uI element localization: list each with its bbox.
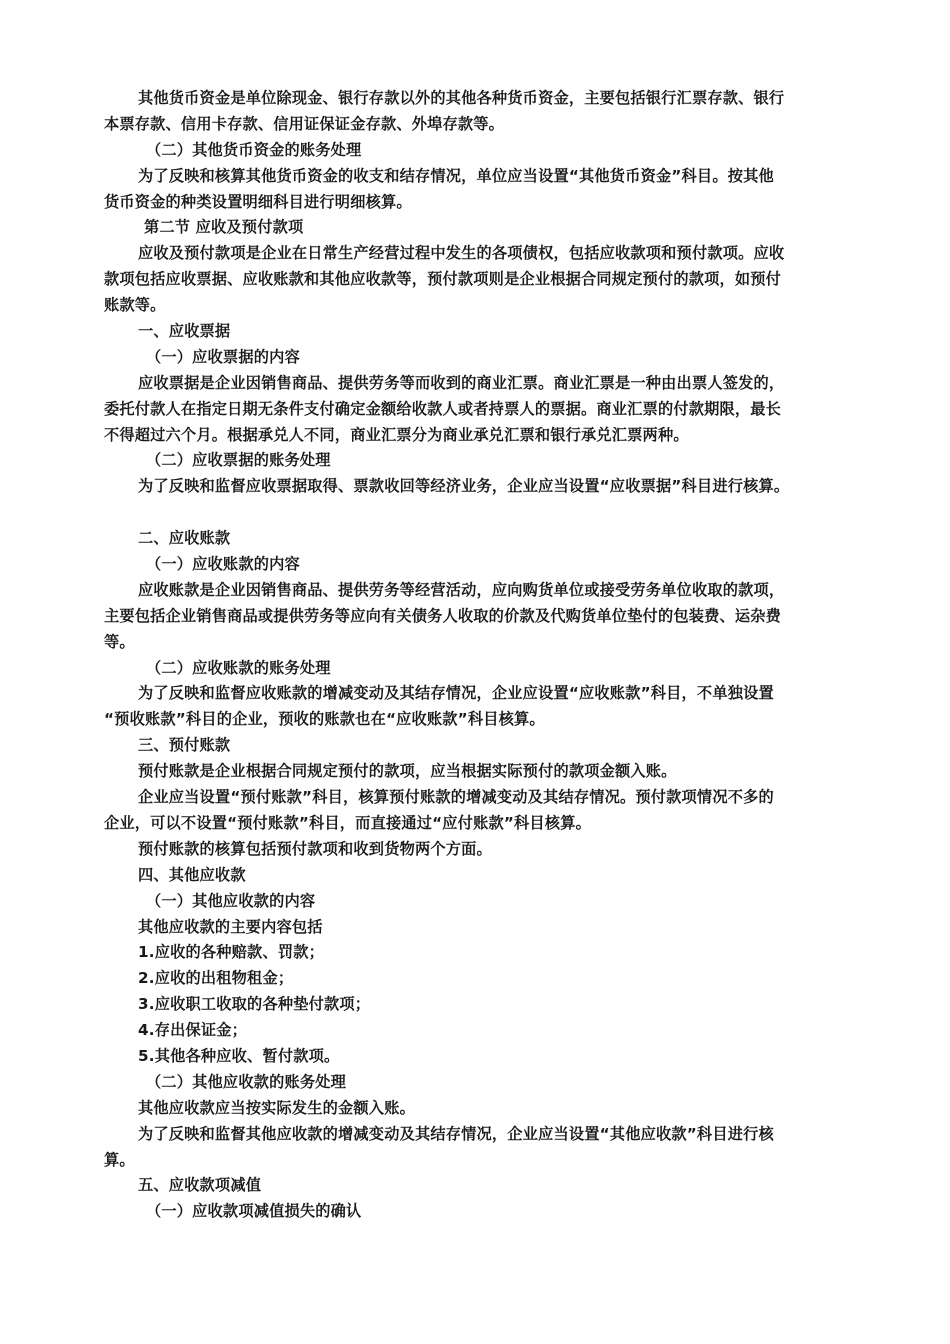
text-line: 第二节 应收及预付款项 bbox=[144, 218, 304, 237]
text-line: 3.应收职工收取的各种垫付款项； bbox=[138, 995, 371, 1014]
text-line: 账款等。 bbox=[104, 296, 166, 315]
text-line: 五、应收款项减值 bbox=[138, 1176, 262, 1195]
text-line: （一）应收票据的内容 bbox=[146, 347, 300, 366]
text-line: 为了反映和监督应收票据取得、票款收回等经济业务，企业应当设置“应收票据”科目进行核算。 bbox=[138, 477, 790, 496]
text-line: 为了反映和核算其他货币资金的收支和结存情况，单位应当设置“其他货币资金”科目。按其他 bbox=[138, 166, 774, 185]
text-line: “预收账款”科目的企业，预收的账款也在“应收账款”科目核算。 bbox=[104, 710, 545, 729]
text-line: 5.其他各种应收、暂付款项。 bbox=[138, 1046, 340, 1065]
text-line: 应收账款是企业因销售商品、提供劳务等经营活动，应向购货单位或接受劳务单位收取的款项， bbox=[138, 580, 785, 599]
text-line: 等。 bbox=[104, 632, 135, 651]
blank-line bbox=[104, 500, 844, 526]
text-line: （二）应收账款的账务处理 bbox=[146, 658, 331, 677]
text-line: 三、预付账款 bbox=[138, 736, 231, 755]
text-line: 主要包括企业销售商品或提供劳务等应向有关债务人收取的价款及代购货单位垫付的包装费、运杂费 bbox=[104, 606, 782, 625]
text-line: 算。 bbox=[104, 1150, 135, 1169]
text-line: 4.存出保证金； bbox=[138, 1021, 248, 1040]
text-line: （二）应收票据的账务处理 bbox=[146, 451, 331, 470]
text-line: 不得超过六个月。根据承兑人不同，商业汇票分为商业承兑汇票和银行承兑汇票两种。 bbox=[104, 425, 689, 444]
text-line: 为了反映和监督其他应收款的增减变动及其结存情况，企业应当设置“其他应收款”科目进行核 bbox=[138, 1124, 774, 1143]
text-line: 预付账款的核算包括预付款项和收到货物两个方面。 bbox=[138, 839, 492, 858]
text-line: 企业，可以不设置“预付账款”科目，而直接通过“应付账款”科目核算。 bbox=[104, 813, 591, 832]
text-line: 2.应收的出租物租金； bbox=[138, 969, 294, 988]
text-line: 货币资金的种类设置明细科目进行明细核算。 bbox=[104, 192, 412, 211]
text-line: 预付账款是企业根据合同规定预付的款项，应当根据实际预付的款项金额入账。 bbox=[138, 762, 677, 781]
text-line: （二）其他货币资金的账务处理 bbox=[146, 140, 362, 159]
text-line: （一）应收款项减值损失的确认 bbox=[146, 1202, 362, 1221]
text-line: 应收及预付款项是企业在日常生产经营过程中发生的各项债权，包括应收款项和预付款项。应收 bbox=[138, 244, 785, 263]
text-line: 1.应收的各种赔款、罚款； bbox=[138, 943, 324, 962]
text-line: （一）应收账款的内容 bbox=[146, 555, 300, 574]
text-line: 委托付款人在指定日期无条件支付确定金额给收款人或者持票人的票据。商业汇票的付款期限，最长 bbox=[104, 399, 782, 418]
text-line: 本票存款、信用卡存款、信用证保证金存款、外埠存款等。 bbox=[104, 114, 505, 133]
text-line: 款项包括应收票据、应收账款和其他应收款等，预付款项则是企业根据合同规定预付的款项，如预付 bbox=[104, 270, 782, 289]
text-line: （一）其他应收款的内容 bbox=[146, 891, 316, 910]
text-line: 四、其他应收款 bbox=[138, 865, 246, 884]
text-line: 为了反映和监督应收账款的增减变动及其结存情况，企业应设置“应收账款”科目，不单独设置 bbox=[138, 684, 774, 703]
text-line: 二、应收账款 bbox=[138, 529, 231, 548]
text-line: 一、应收票据 bbox=[138, 322, 231, 341]
document-page bbox=[104, 86, 844, 1225]
text-line: 其他应收款应当按实际发生的金额入账。 bbox=[138, 1098, 415, 1117]
text-line: 企业应当设置“预付账款”科目，核算预付账款的增减变动及其结存情况。预付款项情况不多的 bbox=[138, 788, 774, 807]
text-line: （二）其他应收款的账务处理 bbox=[146, 1072, 347, 1091]
text-line: 应收票据是企业因销售商品、提供劳务等而收到的商业汇票。商业汇票是一种由出票人签发的， bbox=[138, 373, 785, 392]
text-line: 其他应收款的主要内容包括 bbox=[138, 917, 323, 936]
text-line: 其他货币资金是单位除现金、银行存款以外的其他各种货币资金，主要包括银行汇票存款、银行 bbox=[138, 89, 785, 107]
